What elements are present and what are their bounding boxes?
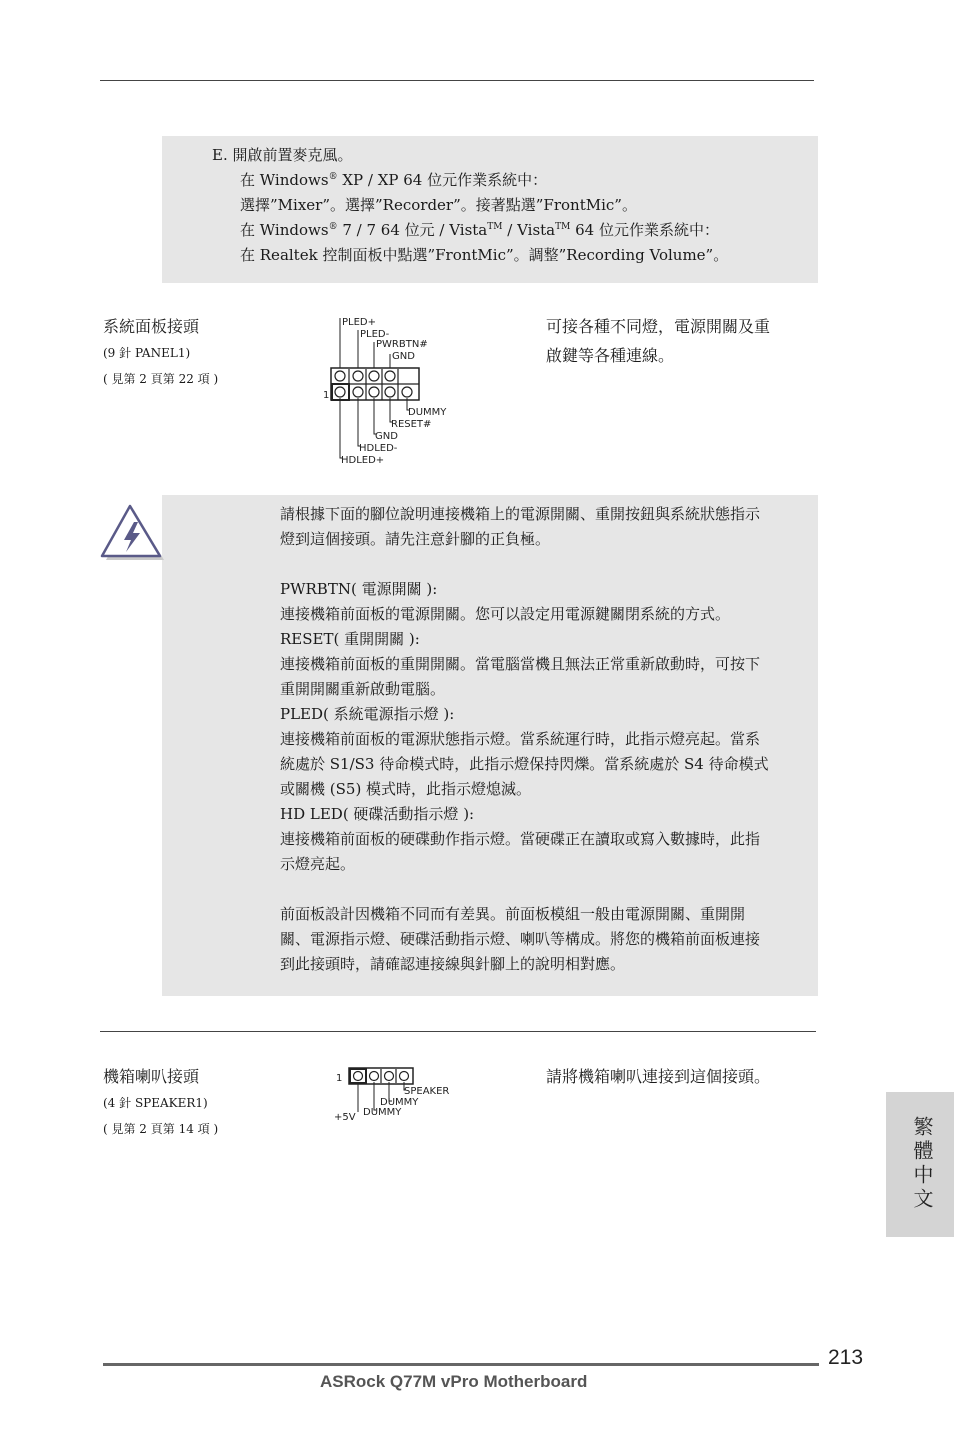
panel-header-info <box>103 314 218 392</box>
section-e-text <box>212 143 728 268</box>
notice-line: PLED( 系統電源指示燈 ): <box>280 705 455 723</box>
notice-line: 前面板設計因機箱不同而有差異。前面板模組一般由電源開關、重開開 <box>280 905 746 923</box>
pin-label-dummy: DUMMY <box>408 407 447 418</box>
panel-description <box>546 312 770 370</box>
pin-label-pled-plus: PLED+ <box>342 317 376 328</box>
notice-line: PWRBTN( 電源開關 ): <box>280 580 438 598</box>
panel-header-title: 系統面板接頭 <box>103 317 200 336</box>
notice-line: 統處於 S1/S3 待命模式時，此指示燈保持閃爍。當系統處於 S4 待命模式 <box>280 755 769 773</box>
pin-label-pled-minus: PLED- <box>360 329 390 340</box>
notice-line: 示燈亮起。 <box>280 855 356 873</box>
pin-label-gnd-bottom: GND <box>375 431 398 442</box>
pin-label-hdled-minus: HDLED- <box>359 443 398 454</box>
speaker-label-5v: +5V <box>334 1112 356 1123</box>
speaker-header-info <box>103 1064 218 1142</box>
warning-triangle-icon <box>100 502 166 564</box>
notice-line: 到此接頭時，請確認連接線與針腳上的說明相對應。 <box>280 955 626 973</box>
pin-label-reset: RESET# <box>391 419 432 430</box>
speaker-header-ref: ( 見第 2 頁第 14 項 ) <box>103 1122 219 1136</box>
language-side-tab <box>886 1092 954 1237</box>
page-number: 213 <box>828 1346 864 1369</box>
speaker-label-dummy-1: DUMMY <box>380 1097 419 1108</box>
panel-description-line: 可接各種不同燈，電源開關及重 <box>546 317 771 336</box>
speaker-pin-one-label: 1 <box>336 1073 343 1084</box>
panel-description-line: 啟鍵等各種連線。 <box>546 346 675 365</box>
section-e-line: 在 Windows® 7 / 7 64 位元 / Vista™ / Vista™ 64 位元作業系統中： <box>240 221 719 239</box>
pin-label-hdled-plus: HDLED+ <box>341 455 385 466</box>
section-e-line: 在 Windows® XP / XP 64 位元作業系統中： <box>240 171 548 189</box>
footer-rule <box>103 1363 819 1366</box>
panel-header-ref: ( 見第 2 頁第 22 項 ) <box>103 372 219 386</box>
language-side-tab-label: 繁體中文 <box>910 1116 934 1212</box>
speaker-header-title: 機箱喇叭接頭 <box>103 1067 200 1086</box>
pin-one-label: 1 <box>323 390 330 401</box>
notice-line: 連接機箱前面板的電源狀態指示燈。當系統運行時，此指示燈亮起。當系 <box>280 730 761 748</box>
notice-line: 連接機箱前面板的重開開關。當電腦當機且無法正常重新啟動時，可按下 <box>280 655 761 673</box>
panel-pin-diagram <box>320 312 490 467</box>
notice-line: 關、電源指示燈、硬碟活動指示燈、喇叭等構成。將您的機箱前面板連接 <box>280 930 761 948</box>
notice-line: 燈到這個接頭。請先注意針腳的正負極。 <box>280 530 551 548</box>
notice-text <box>280 502 769 977</box>
section-e-line: 在 Realtek 控制面板中點選”FrontMic”。調整”Recording Volume”。 <box>240 246 729 264</box>
notice-line: RESET( 重開開關 ): <box>280 630 420 648</box>
notice-line: 連接機箱前面板的硬碟動作指示燈。當硬碟正在讀取或寫入數據時，此指 <box>280 830 761 848</box>
pin-label-pwrbtn: PWRBTN# <box>376 339 428 350</box>
notice-line <box>280 552 769 577</box>
notice-line: HD LED( 硬碟活動指示燈 ): <box>280 805 475 823</box>
notice-line: 連接機箱前面板的電源開關。您可以設定用電源鍵關閉系統的方式。 <box>280 605 731 623</box>
speaker-label-dummy-2: DUMMY <box>363 1107 402 1118</box>
notice-line: 重開開關重新啟動電腦。 <box>280 680 446 698</box>
notice-line: 請根據下面的腳位說明連接機箱上的電源開關、重開按鈕與系統狀態指示 <box>280 505 761 523</box>
section-e-line: E. 開啟前置麥克風。 <box>212 146 353 164</box>
section-divider <box>100 1031 816 1032</box>
header-rule <box>100 80 814 81</box>
notice-line <box>280 877 769 902</box>
section-e-line: 選擇”Mixer”。選擇”Recorder”。接著點選”FrontMic”。 <box>240 196 637 214</box>
notice-line: 或關機 (S5) 模式時，此指示燈熄滅。 <box>280 780 532 798</box>
panel-header-pins: (9 針 PANEL1) <box>103 346 191 360</box>
speaker-pin-diagram <box>330 1064 470 1128</box>
speaker-header-pins: (4 針 SPEAKER1) <box>103 1096 208 1110</box>
footer-model-name: ASRock Q77M vPro Motherboard <box>320 1372 588 1391</box>
pin-label-gnd-top: GND <box>392 351 415 362</box>
speaker-description: 請將機箱喇叭連接到這個接頭。 <box>546 1067 771 1086</box>
speaker-label-speaker: SPEAKER <box>404 1086 450 1097</box>
